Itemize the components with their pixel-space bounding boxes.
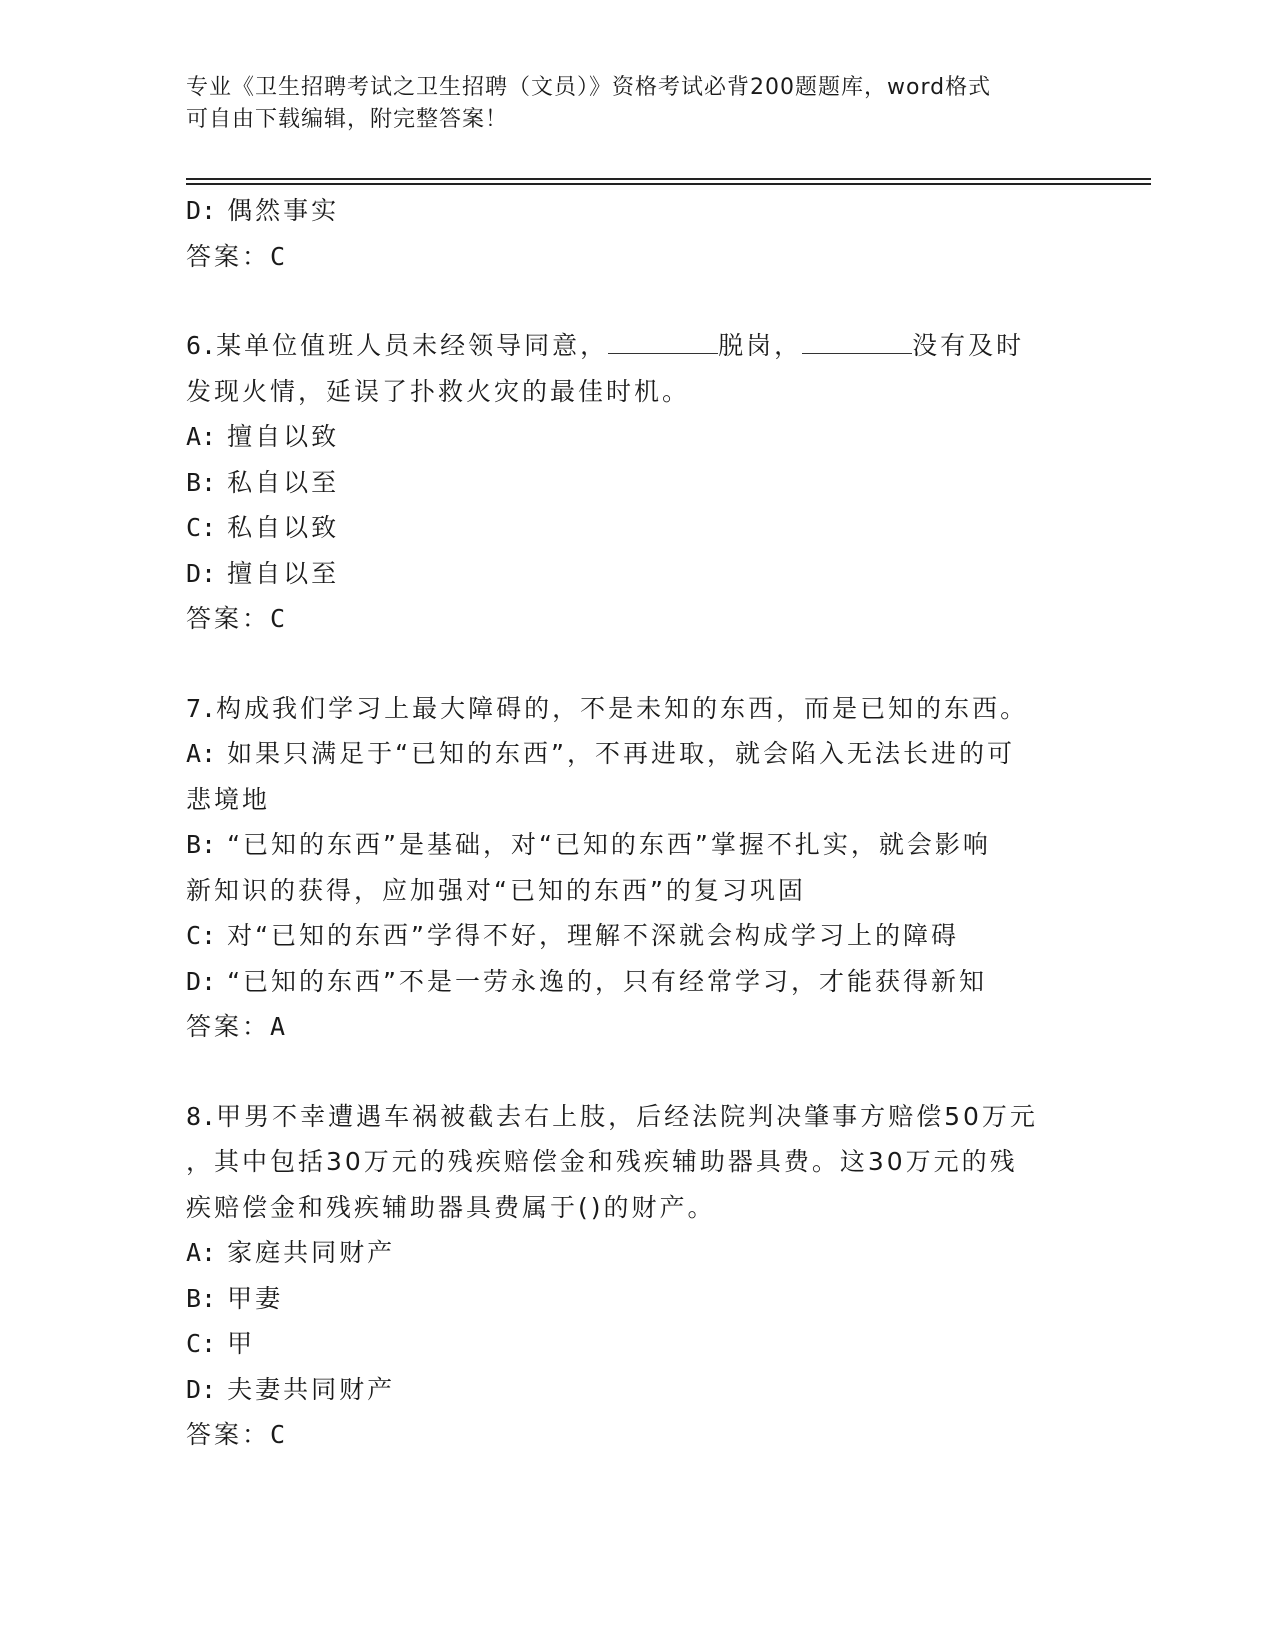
header-divider-top	[186, 178, 1151, 180]
question-number: 7.	[186, 693, 217, 723]
header-divider-bottom	[186, 183, 1151, 185]
answer-label: 答案：	[186, 241, 271, 271]
fill-blank	[608, 331, 718, 354]
prev-option-d	[186, 188, 1086, 234]
answer: 答案：C	[186, 1420, 286, 1449]
option-a: A: 擅自以致	[186, 422, 340, 451]
question-stem: 7.构成我们学习上最大障碍的，不是未知的东西，而是已知的东西。	[186, 693, 1029, 723]
answer: 答案：A	[186, 1012, 286, 1041]
option-c: C: 对“已知的东西”学得不好，理解不深就会构成学习上的障碍	[186, 921, 959, 950]
option-d: D: 夫妻共同财产	[186, 1374, 396, 1404]
option-c: C: 甲	[186, 1329, 256, 1358]
option-c: C: 私自以致	[186, 513, 340, 542]
question-6	[186, 323, 1086, 642]
option-b: B: 私自以至	[186, 467, 340, 497]
option-b-continued: 新知识的获得，应加强对“已知的东西”的复习巩固	[186, 875, 806, 905]
question-stem-continued: 疾赔偿金和残疾辅助器具费属于()的财产。	[186, 1192, 716, 1222]
header-line-1: 专业《卫生招聘考试之卫生招聘（文员）》资格考试必背200题题库，word格式	[186, 75, 992, 100]
question-stem-continued: ，其中包括30万元的残疾赔偿金和残疾辅助器具费。这30万元的残	[186, 1147, 1018, 1176]
document-header	[186, 72, 1086, 136]
question-7	[186, 686, 1086, 1050]
question-8	[186, 1094, 1086, 1458]
answer: 答案：C	[186, 604, 286, 633]
option-label: D:	[186, 196, 217, 225]
question-number: 6.	[186, 331, 217, 360]
option-b: B: 甲妻	[186, 1283, 284, 1313]
question-number: 8.	[186, 1101, 217, 1131]
option-a: A: 家庭共同财产	[186, 1238, 396, 1267]
answer-value: C	[270, 241, 286, 271]
question-stem: 6.某单位值班人员未经领导同意， 脱岗， 没有及时	[186, 331, 1025, 360]
prev-answer	[186, 234, 1086, 280]
option-a: A: 如果只满足于“已知的东西”，不再进取，就会陷入无法长进的可	[186, 739, 1015, 768]
option-text: 偶然事实	[227, 196, 340, 225]
option-a-continued: 悲境地	[186, 784, 271, 814]
question-stem-continued: 发现火情，延误了扑救火灾的最佳时机。	[186, 376, 691, 406]
option-d: D: 擅自以至	[186, 558, 340, 588]
document-body	[186, 188, 1086, 1458]
fill-blank	[802, 331, 912, 354]
option-b: B: “已知的东西”是基础，对“已知的东西”掌握不扎实，就会影响	[186, 830, 991, 859]
option-d: D: “已知的东西”不是一劳永逸的，只有经常学习，才能获得新知	[186, 966, 987, 996]
question-stem: 8.甲男不幸遭遇车祸被截去右上肢，后经法院判决肇事方赔偿50万元	[186, 1101, 1038, 1131]
header-line-2: 可自由下载编辑，附完整答案！	[186, 107, 509, 132]
